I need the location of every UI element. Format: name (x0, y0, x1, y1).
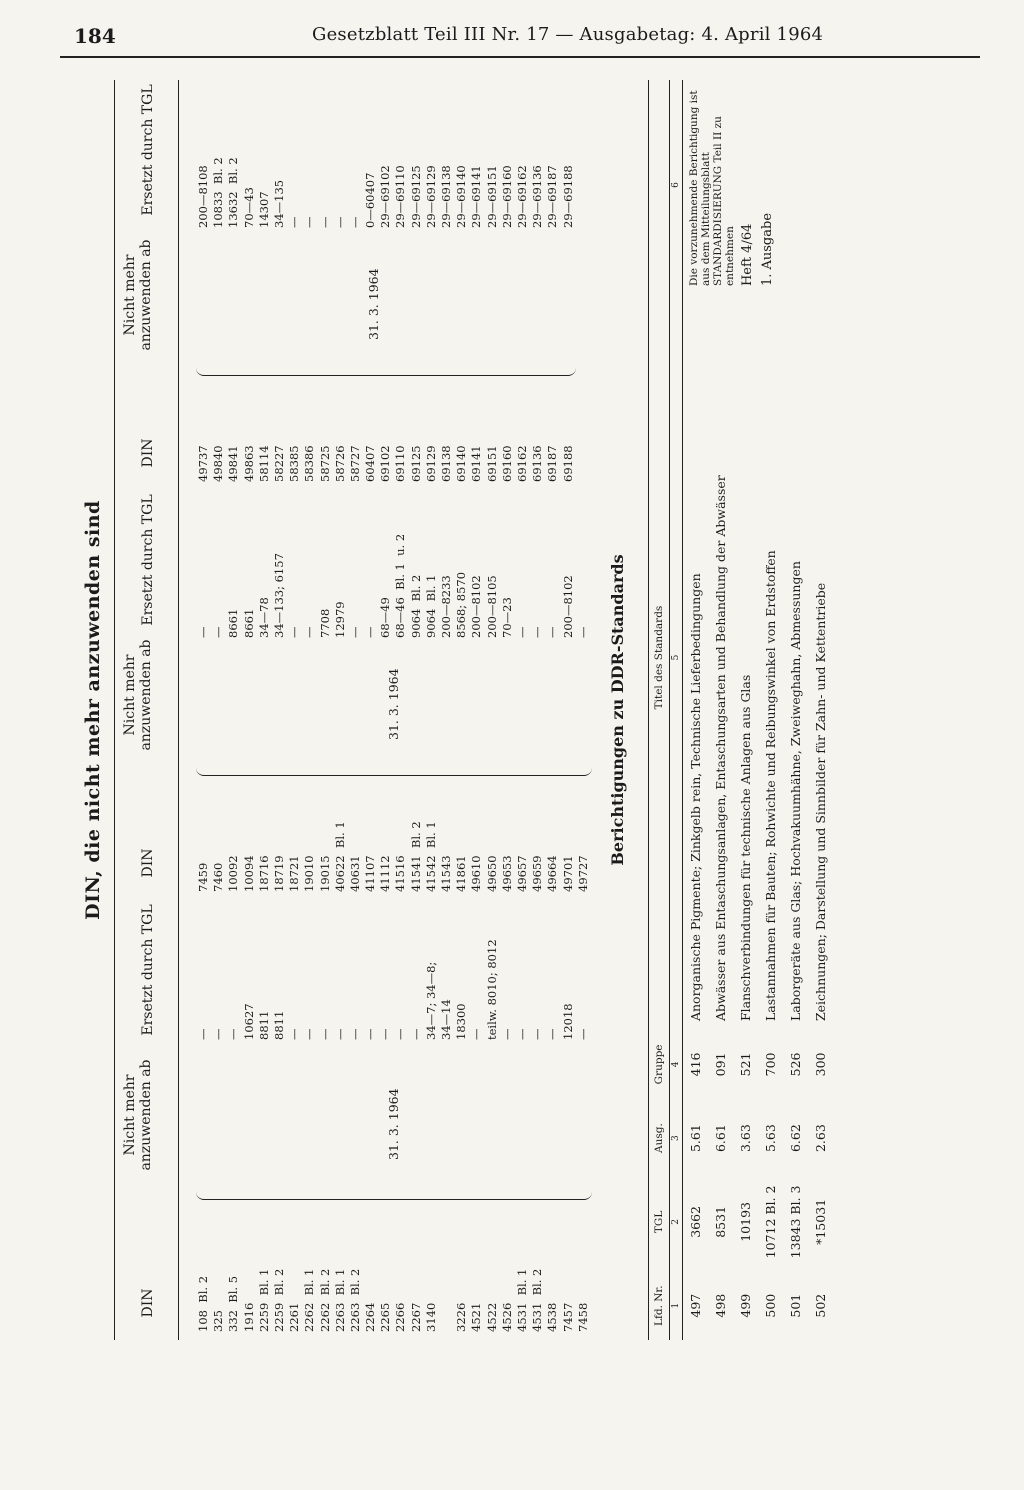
table-cell: 34—7; 34—8; (423, 961, 438, 1040)
table-cell: 2259 Bl. 1 (256, 1268, 271, 1332)
cell-tgl: 8531 (713, 1205, 728, 1238)
table-cell: — (499, 1028, 514, 1040)
ausgabe-label: 1. Ausgabe (760, 212, 775, 287)
table-cell: 41861 (454, 855, 469, 892)
cell-gruppe: 700 (763, 1052, 778, 1077)
cell-tgl: *15031 (813, 1198, 828, 1245)
table-cell: 68—46 Bl. 1 u. 2 (393, 533, 408, 638)
table-cell: 41543 (439, 855, 453, 892)
table-cell: 29—69110 (393, 165, 408, 228)
table-cell: 29—69136 (530, 165, 545, 228)
table-cell: 8568; 8570 (454, 571, 469, 638)
table-cell: 49657 (514, 855, 529, 892)
date-3: 31. 3. 1964 (366, 268, 381, 340)
head-gruppe: Gruppe (649, 1025, 670, 1104)
cell-titel: Lastannahmen für Bauten; Rohwichte und Reibungswinkel von Erdstoffen (763, 550, 778, 1022)
table-cell: 29—69141 (469, 165, 484, 228)
table-cell: — (363, 1028, 378, 1040)
table-cell: 49650 (484, 855, 499, 892)
din-table (114, 80, 590, 1340)
table-cell: 18300 (454, 1003, 469, 1040)
cell-ausg: 6.62 (788, 1124, 803, 1153)
table-cell: 19015 (317, 855, 332, 892)
col-head-din: DIN (140, 438, 156, 468)
table-cell: 10627 (241, 1003, 256, 1040)
table-cell: 200—8105 (484, 575, 499, 638)
table-cell: 29—69138 (439, 165, 453, 228)
table-cell: — (211, 626, 226, 638)
table-cell: 9064 Bl. 1 (423, 574, 438, 638)
table-cell: — (408, 1028, 423, 1040)
table-cell: — (575, 626, 590, 638)
table-cell: 49727 (575, 855, 590, 892)
table-cell: 69140 (454, 445, 469, 482)
table-cell: 18719 (271, 855, 286, 892)
table-cell: 4531 Bl. 1 (514, 1268, 529, 1332)
table-cell: 69188 (560, 445, 575, 482)
page-header (60, 18, 980, 58)
table-cell: — (378, 1028, 393, 1040)
cell-ausg: 2.63 (813, 1124, 828, 1153)
cell-ausg: 5.61 (688, 1124, 703, 1153)
table-cell: 29—69160 (499, 165, 514, 228)
table-cell: 200—8102 (560, 575, 575, 638)
table-cell: 41107 (363, 855, 378, 892)
table-cell: 4538 (545, 1302, 560, 1332)
table-cell: 12979 (332, 601, 347, 638)
table-cell: 49841 (226, 445, 241, 482)
table-cell: 200—8108 (196, 165, 210, 228)
table-cell: 2263 Bl. 2 (347, 1268, 362, 1332)
col-head-ersetzt: Ersetzt durch TGL (140, 904, 156, 1036)
table-cell: 69102 (378, 445, 393, 482)
din-section (72, 80, 592, 1340)
table-cell: 49659 (530, 855, 545, 892)
col-head-din: DIN (140, 1288, 156, 1318)
table-cell: 29—69151 (484, 165, 499, 228)
table-cell: 41542 Bl. 1 (423, 821, 438, 892)
table-cell: 40622 Bl. 1 (332, 821, 347, 892)
head-note (649, 80, 670, 290)
corrections-table (648, 80, 833, 1340)
table-cell: 2264 (363, 1302, 378, 1332)
cell-tgl: 13843 Bl. 3 (788, 1185, 803, 1259)
table-cell: 58385 (287, 445, 302, 482)
table-cell: 69125 (408, 445, 423, 482)
table-cell: — (545, 1028, 560, 1040)
table-cell: — (317, 1028, 332, 1040)
table-cell: 69136 (530, 445, 545, 482)
table-cell: 7459 (196, 862, 210, 892)
table-cell: 49840 (211, 445, 226, 482)
heft-label: Heft 4/64 (740, 223, 755, 287)
cell-lfd: 502 (813, 1293, 828, 1318)
table-cell: 10092 (226, 855, 241, 892)
din-col-2 (196, 782, 591, 892)
table-cell: 58386 (302, 445, 317, 482)
table-cell: 9064 Bl. 2 (408, 574, 423, 638)
table-cell: 8661 (241, 608, 256, 638)
cell-lfd: 498 (713, 1293, 728, 1318)
table-cell: 14307 (256, 191, 271, 228)
cell-gruppe: 526 (788, 1052, 803, 1077)
table-cell: — (514, 1028, 529, 1040)
table-cell: — (347, 216, 362, 228)
cell-ausg: 6.61 (713, 1124, 728, 1153)
table-cell: — (347, 626, 362, 638)
table-cell: 69160 (499, 445, 514, 482)
table-cell: — (363, 626, 378, 638)
table-cell: 7460 (211, 862, 226, 892)
table-cell: 200—8233 (439, 575, 453, 638)
table-cell: — (530, 626, 545, 638)
table-cell: 18721 (287, 855, 302, 892)
corrections-body (683, 80, 834, 1340)
tgl-col-2 (196, 488, 591, 638)
head-lfd: Lfd. Nr. (649, 1271, 670, 1340)
date-2: 31. 3. 1964 (386, 668, 401, 740)
table-cell: 29—69187 (545, 165, 560, 228)
table-cell: — (530, 1028, 545, 1040)
table-cell (439, 1222, 454, 1332)
brace-3 (196, 361, 576, 376)
table-cell: 29—69188 (560, 165, 575, 228)
cell-tgl: 10712 Bl. 2 (763, 1185, 778, 1259)
table-cell: 69187 (545, 445, 560, 482)
rotated-content (72, 80, 932, 1340)
table-cell: 49653 (499, 855, 514, 892)
table-cell: — (302, 216, 317, 228)
table-cell: 69151 (484, 445, 499, 482)
col-head-ersetzt: Ersetzt durch TGL (140, 84, 156, 216)
table-cell: 4526 (499, 1302, 514, 1332)
table-cell: — (211, 1028, 226, 1040)
table-cell: 2259 Bl. 2 (271, 1268, 286, 1332)
table-cell: 4531 Bl. 2 (530, 1268, 545, 1332)
table-cell: — (469, 1028, 484, 1040)
table-cell: 2261 (287, 1302, 302, 1332)
table-cell: — (332, 216, 347, 228)
col-head-nicht-mehr: Nicht mehr anzuwenden ab (122, 239, 154, 351)
table-cell: 2265 (378, 1302, 393, 1332)
cell-gruppe: 091 (713, 1052, 728, 1077)
table-cell: 332 Bl. 5 (226, 1275, 241, 1332)
col-head-din: DIN (140, 848, 156, 878)
table-cell: 4522 (484, 1302, 499, 1332)
table-cell: 108 Bl. 2 (196, 1275, 210, 1332)
table-cell: 7457 (560, 1302, 575, 1332)
cell-tgl: 10193 (738, 1202, 753, 1242)
table-cell: 29—69129 (423, 165, 438, 228)
tgl-col-3 (196, 78, 576, 228)
table-cell: 70—23 (499, 597, 514, 638)
table-cell: — (226, 1028, 241, 1040)
table-cell: 3140 (423, 1302, 438, 1332)
cell-ausg: 5.63 (763, 1124, 778, 1153)
table-cell: — (332, 1028, 347, 1040)
table-cell: — (514, 626, 529, 638)
page-number: 184 (74, 24, 116, 48)
table-cell: 41112 (378, 855, 393, 892)
col-head-nicht-mehr: Nicht mehr anzuwenden ab (122, 1059, 154, 1171)
col-head-nicht-mehr: Nicht mehr anzuwenden ab (122, 639, 154, 751)
cell-titel: Anorganische Pigmente; Zinkgelb rein, Technische Lieferbedingungen (688, 573, 703, 1022)
cell-titel: Abwässer aus Entaschungsanlagen, Entaschungsarten und Behandlung der Abwässer (713, 475, 728, 1022)
table-cell: 58114 (256, 445, 271, 482)
cell-titel: Flanschverbindungen für technische Anlagen aus Glas (738, 674, 753, 1022)
head-tgl: TGL (649, 1172, 670, 1271)
head-titel: Titel des Standards (649, 290, 670, 1025)
table-cell: — (196, 626, 210, 638)
table-row (683, 80, 709, 1340)
table-cell: 8661 (226, 608, 241, 638)
table-cell: teilw. 8010; 8012 (484, 939, 499, 1040)
din-col-1 (196, 1222, 591, 1332)
table-cell: 8811 (256, 1010, 271, 1040)
table-cell: — (347, 1028, 362, 1040)
cell-gruppe: 300 (813, 1052, 828, 1077)
date-1: 31. 3. 1964 (386, 1088, 401, 1160)
table-cell: 58227 (271, 445, 286, 482)
table-cell: 18716 (256, 855, 271, 892)
table-cell: 7708 (317, 608, 332, 638)
note-cell (683, 80, 834, 290)
din-group-3 (114, 80, 584, 490)
table-cell: — (287, 626, 302, 638)
table-cell: 34—14 (439, 999, 453, 1040)
table-cell: — (287, 216, 302, 228)
table-cell: 10094 (241, 855, 256, 892)
cell-lfd: 500 (763, 1293, 778, 1318)
table-cell: 69110 (393, 445, 408, 482)
col-head-ersetzt: Ersetzt durch TGL (140, 494, 156, 626)
column-number-row: 1 2 3 4 5 6 (670, 80, 683, 1340)
table-cell: 34—135 (271, 179, 286, 228)
cell-tgl: 3662 (688, 1205, 703, 1238)
corrections-title: Berichtigungen zu DDR-Standards (608, 554, 627, 866)
running-header: Gesetzblatt Teil III Nr. 17 — Ausgabetag: 4. April 1964 (312, 24, 824, 45)
table-cell: 0—60407 (363, 172, 378, 228)
cell-lfd: 497 (688, 1293, 703, 1318)
table-cell: 58725 (317, 445, 332, 482)
cell-titel: Zeichnungen; Darstellung und Sinnbilder für Zahn- und Kettentriebe (813, 582, 828, 1022)
table-cell: — (196, 1028, 210, 1040)
table-cell: 29—69162 (514, 165, 529, 228)
table-cell: 58726 (332, 445, 347, 482)
table-cell: 2263 Bl. 1 (332, 1268, 347, 1332)
cell-gruppe: 521 (738, 1052, 753, 1077)
table-cell: 34—78 (256, 597, 271, 638)
table-cell: 68—49 (378, 597, 393, 638)
table-cell: 60407 (363, 445, 378, 482)
cell-lfd: 499 (738, 1293, 753, 1318)
table-cell: 41541 Bl. 2 (408, 821, 423, 892)
note-text: Die vorzunehmende Berichtigung ist aus dem Mitteilungsblatt STANDARDISIERUNG Teil II zu entnehmen (688, 90, 736, 287)
table-cell: 13632 Bl. 2 (226, 157, 241, 228)
cell-titel: Laborgeräte aus Glas; Hochvakuumhähne, Zweiweghahn, Abmessungen (788, 561, 803, 1022)
corrections-section (602, 80, 932, 1340)
table-cell: — (393, 1028, 408, 1040)
table-cell: 69141 (469, 445, 484, 482)
table-cell: 3226 (454, 1302, 469, 1332)
table-cell: 49701 (560, 855, 575, 892)
din-col-3 (196, 382, 576, 482)
table-cell: — (545, 626, 560, 638)
table-cell: 10833 Bl. 2 (211, 157, 226, 228)
cell-gruppe: 416 (688, 1052, 703, 1077)
table-cell: — (287, 1028, 302, 1040)
table-cell: 69138 (439, 445, 453, 482)
table-cell: 2267 (408, 1302, 423, 1332)
table-cell: 4521 (469, 1302, 484, 1332)
table-cell: 49863 (241, 445, 256, 482)
table-cell: 7458 (575, 1302, 590, 1332)
din-group-1 (114, 900, 590, 1340)
table-cell: 49610 (469, 855, 484, 892)
table-cell: 29—69102 (378, 165, 393, 228)
table-cell: 49664 (545, 855, 560, 892)
cell-lfd: 501 (788, 1293, 803, 1318)
table-cell: 29—69140 (454, 165, 469, 228)
table-cell: 200—8102 (469, 575, 484, 638)
table-cell: 19010 (302, 855, 317, 892)
table-cell: 2266 (393, 1302, 408, 1332)
table-cell: 2262 Bl. 2 (317, 1268, 332, 1332)
table-cell: 41516 (393, 855, 408, 892)
table-cell: 1916 (241, 1302, 256, 1332)
brace-2 (196, 761, 592, 776)
din-section-title: DIN, die nicht mehr anzuwenden sind (82, 500, 104, 920)
head-ausg: Ausg. (649, 1104, 670, 1173)
table-cell: 40631 (347, 855, 362, 892)
table-cell: 12018 (560, 1003, 575, 1040)
table-cell: — (317, 216, 332, 228)
table-cell: 49737 (196, 445, 210, 482)
table-cell: 70—43 (241, 187, 256, 228)
table-cell: — (302, 1028, 317, 1040)
table-cell: 69162 (514, 445, 529, 482)
table-cell: — (575, 1028, 590, 1040)
table-cell: — (302, 626, 317, 638)
table-cell: 34—133; 6157 (271, 553, 286, 638)
table-cell: 325 (211, 1310, 226, 1332)
table-cell: 69129 (423, 445, 438, 482)
din-group-2 (114, 490, 590, 900)
table-cell: 58727 (347, 445, 362, 482)
brace-1 (196, 1185, 592, 1200)
table-cell: 29—69125 (408, 165, 423, 228)
tgl-col-1 (196, 900, 591, 1040)
table-cell: 8811 (271, 1010, 286, 1040)
table-cell: 2262 Bl. 1 (302, 1268, 317, 1332)
cell-ausg: 3.63 (738, 1124, 753, 1153)
